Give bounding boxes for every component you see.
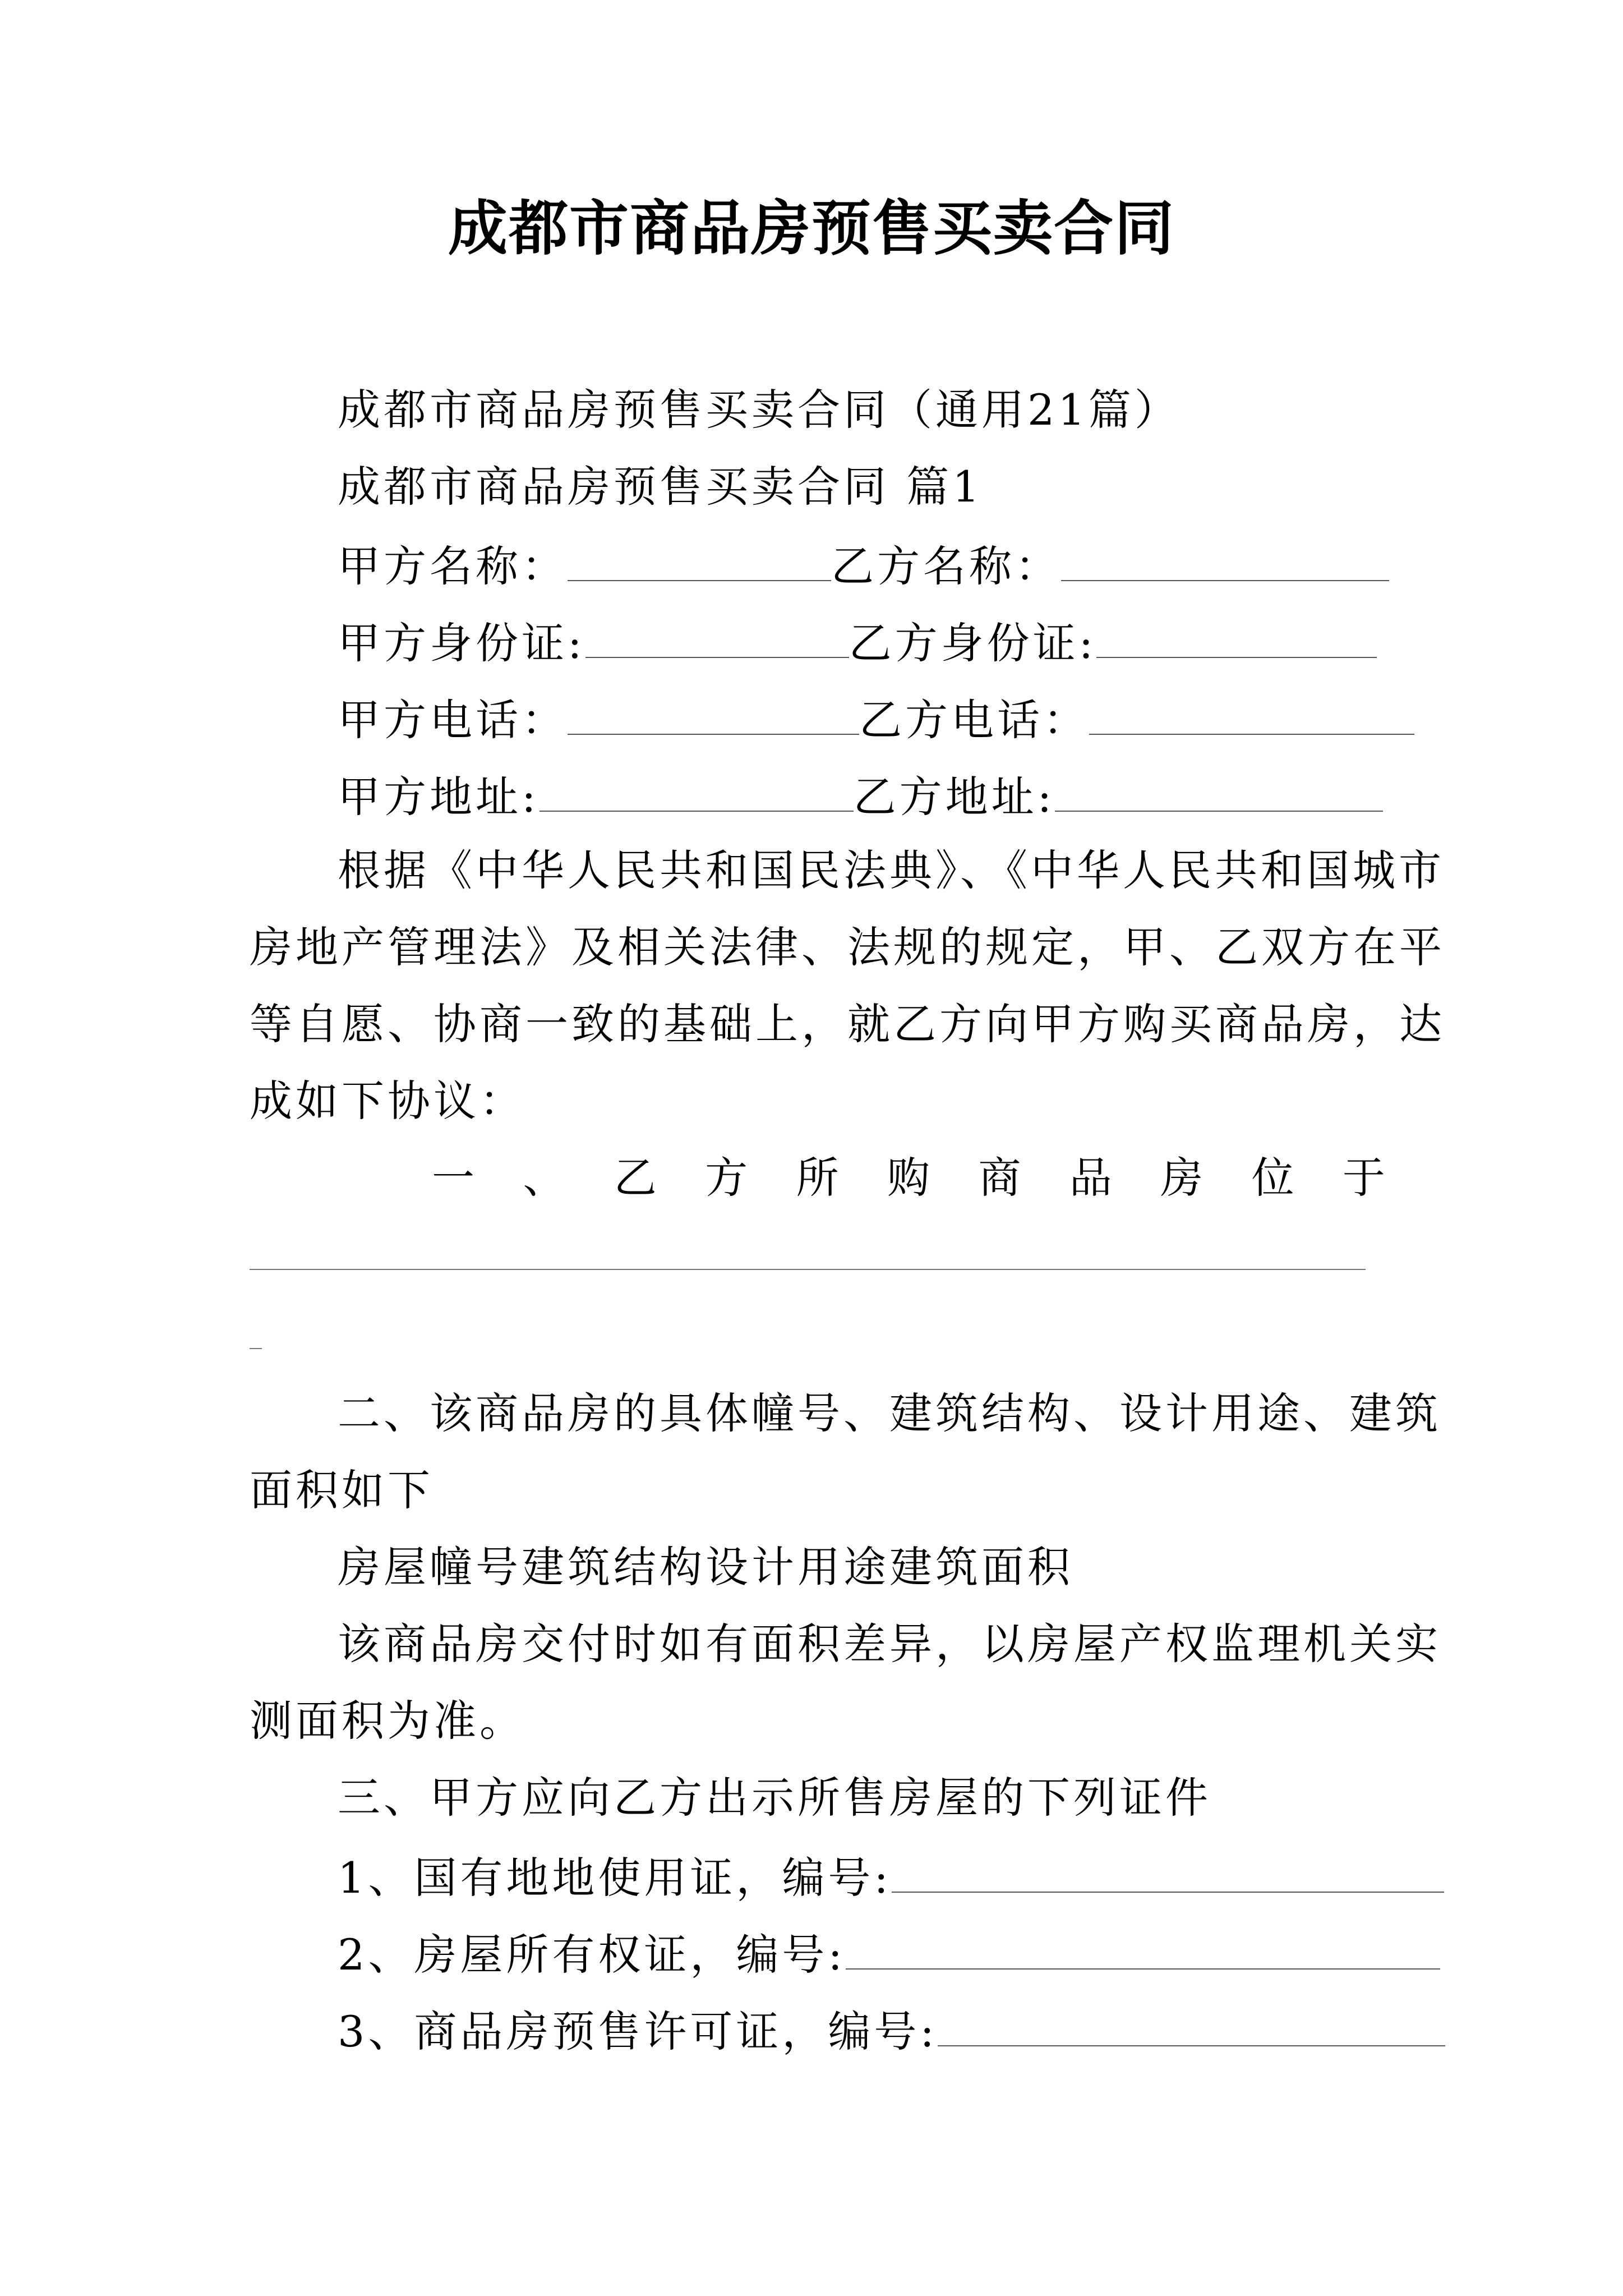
party-a-phone-label: 甲方电话： [338,695,568,745]
party-a-id-blank [585,619,849,658]
party-a-address-label: 甲方地址: [338,772,540,822]
clause-1-char: 商 [978,1153,1021,1203]
preamble-line-4: 成如下协议： [250,1076,525,1126]
clause-1-char: 购 [887,1153,930,1203]
party-a-name-label: 甲方名称： [338,541,568,591]
clause-3-item-3-label: 3、商品房预售许可证，编号: [338,2007,938,2056]
clause-2-table-header: 房屋幢号建筑结构设计用途建筑面积 [338,1542,1073,1592]
party-b-name-label: 乙方名称： [831,541,1061,591]
clause-1-blank-rule [250,1269,1366,1270]
clause-1-char: 方 [705,1153,748,1203]
document-subtitle: 成都市商品房预售买卖合同（通用21篇） [338,385,1181,435]
clause-2-line-2: 面积如下 [250,1465,434,1515]
clause-1-char: 品 [1069,1153,1112,1203]
party-b-address-label: 乙方地址: [853,772,1055,822]
clause-3-item-1-blank [892,1853,1444,1893]
clause-1-char: 、 [523,1153,566,1203]
party-b-phone-blank [1089,696,1414,735]
party-b-id-blank [1096,619,1377,658]
party-name-row [338,541,1389,591]
clause-1-char: 所 [796,1153,839,1203]
preamble-line-3: 等自愿、协商一致的基础上，就乙方向甲方购买商品房，达 [250,999,1445,1049]
clause-1-char: 房 [1160,1153,1204,1203]
section-heading: 成都市商品房预售买卖合同 篇1 [338,462,983,512]
clause-2-note-line-2: 测面积为准。 [250,1696,525,1746]
party-id-row [338,618,1377,668]
clause-3-item-2-label: 2、房屋所有权证，编号: [338,1930,846,1980]
clause-3-item-2 [338,1930,1440,1980]
clause-1-line [432,1153,1385,1203]
party-address-row [338,772,1383,822]
party-a-address-blank [540,772,854,812]
clause-3-item-2-blank [846,1930,1440,1970]
clause-3-item-3 [338,2007,1445,2056]
preamble-line-1: 根据《中华人民共和国民法典》、《中华人民共和国城市 [338,845,1445,895]
party-b-id-label: 乙方身份证: [849,618,1097,668]
clause-1-char: 一 [432,1153,474,1203]
clause-3-item-1 [338,1853,1444,1903]
clause-2-line-1: 二、该商品房的具体幢号、建筑结构、设计用途、建筑 [338,1388,1441,1438]
party-b-phone-label: 乙方电话： [859,695,1089,745]
clause-3-item-3-blank [938,2007,1445,2046]
party-b-name-blank [1061,542,1389,581]
party-a-phone-blank [568,696,859,735]
clause-1-char: 位 [1251,1153,1294,1203]
party-b-address-blank [1055,772,1383,812]
clause-1-char: 乙 [614,1153,657,1203]
clause-3-heading: 三、甲方应向乙方出示所售房屋的下列证件 [338,1773,1211,1823]
party-a-id-label: 甲方身份证: [338,618,585,668]
party-phone-row [338,695,1414,745]
clause-1-blank-stub [250,1348,262,1349]
clause-3-item-1-label: 1、国有地地使用证，编号: [338,1853,892,1903]
preamble-line-2: 房地产管理法》及相关法律、法规的规定，甲、乙双方在平 [250,922,1445,972]
clause-2-note-line-1: 该商品房交付时如有面积差异，以房屋产权监理机关实 [338,1619,1441,1669]
clause-1-char: 于 [1342,1153,1385,1203]
party-a-name-blank [568,542,831,581]
document-title: 成都市商品房预售买卖合同 [448,194,1175,263]
